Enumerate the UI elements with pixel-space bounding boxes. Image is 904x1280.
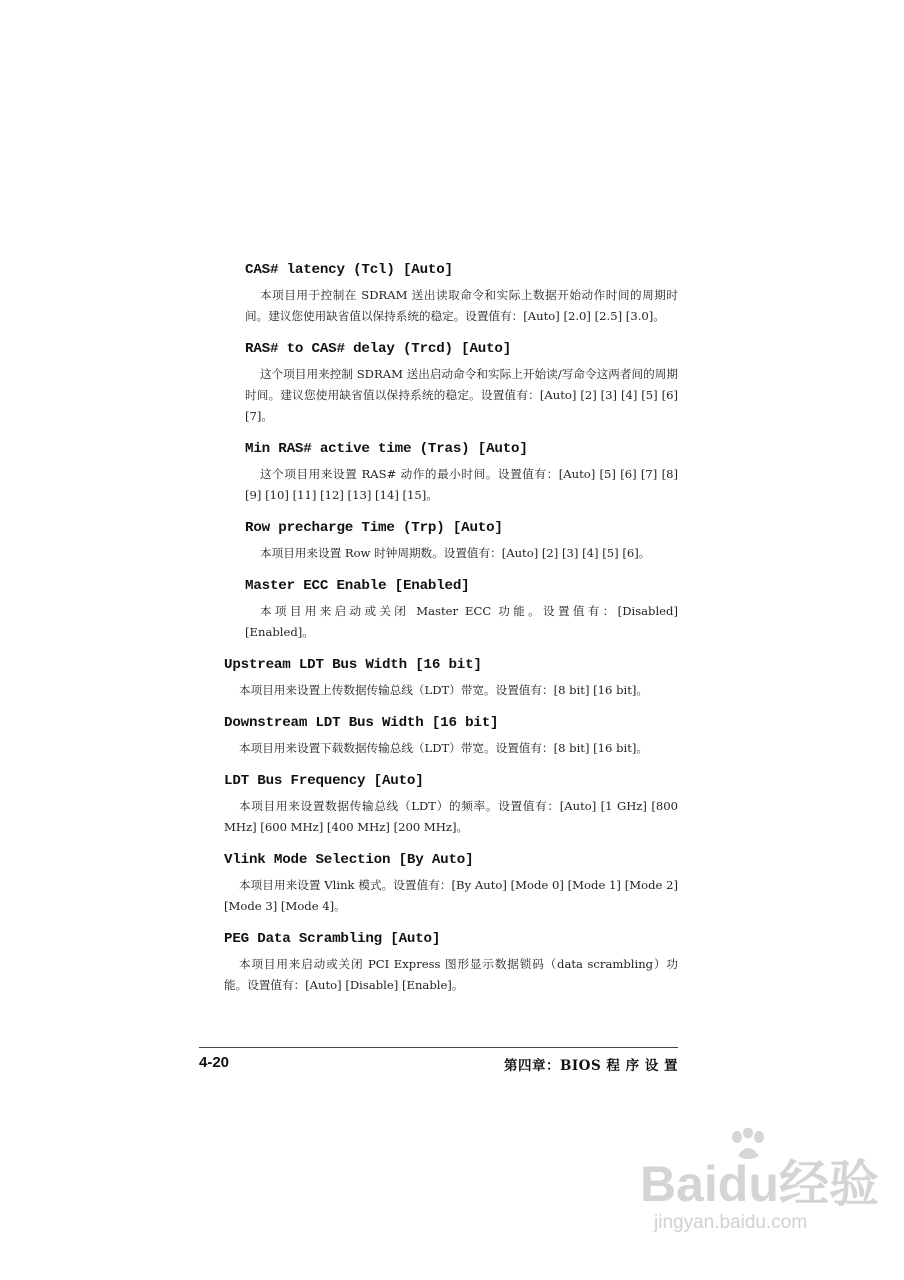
option-description: 本项目用来启动或关闭 PCI Express 图形显示数据锁码（data scrambling）功能。设置值有：[Auto] [Disable] [Enable]。	[224, 957, 678, 992]
bios-option-min-ras-active-time	[224, 436, 678, 506]
option-title: RAS# to CAS# delay (Trcd) [Auto]	[245, 341, 512, 357]
option-description: 本项目用来设置数据传输总线（LDT）的频率。设置值有：[Auto] [1 GHz] [800 MHz] [600 MHz] [400 MHz] [200 MHz]。	[224, 799, 678, 834]
option-title: LDT Bus Frequency [Auto]	[224, 773, 424, 789]
option-description: 这个项目用来控制 SDRAM 送出启动命令和实际上开始读/写命令这两者间的周期时间。建议您使用缺省值以保持系统的稳定。设置值有：[Auto] [2] [3] [4] [5] [6] [7]。	[245, 367, 678, 423]
option-title: Master ECC Enable [Enabled]	[245, 578, 470, 594]
bios-option-ldt-bus-frequency	[224, 768, 678, 838]
option-title: Upstream LDT Bus Width [16 bit]	[224, 657, 482, 673]
chapter-title: 第四章：BIOS 程 序 设 置	[503, 1058, 678, 1074]
option-description: 本项目用来设置 Vlink 模式。设置值有：[By Auto] [Mode 0] [Mode 1] [Mode 2] [Mode 3] [Mode 4]。	[224, 878, 678, 913]
option-title: Row precharge Time (Trp) [Auto]	[245, 520, 503, 536]
bios-option-cas-latency	[224, 257, 678, 327]
bios-option-downstream-ldt-bus-width	[224, 710, 678, 759]
option-title: CAS# latency (Tcl) [Auto]	[245, 262, 453, 278]
bios-option-peg-data-scrambling	[224, 926, 678, 996]
bios-option-vlink-mode-selection	[224, 847, 678, 917]
bios-option-ras-to-cas-delay	[224, 336, 678, 427]
option-title: PEG Data Scrambling [Auto]	[224, 931, 441, 947]
watermark-url: jingyan.baidu.com	[654, 1212, 808, 1233]
bios-option-upstream-ldt-bus-width	[224, 652, 678, 701]
watermark-logo: Baidu经验	[640, 1156, 879, 1212]
document-body	[224, 257, 678, 1005]
option-description: 本项目用来设置下载数据传输总线（LDT）带宽。设置值有：[8 bit] [16 bit]。	[239, 741, 649, 755]
baidu-jingyan-watermark	[640, 1140, 880, 1260]
option-description: 本项目用来设置 Row 时钟周期数。设置值有：[Auto] [2] [3] [4] [5] [6]。	[260, 546, 651, 560]
option-description: 本项目用来启动或关闭 Master ECC 功能。设置值有：[Disabled] [Enabled]。	[245, 604, 678, 639]
option-description: 本项目用于控制在 SDRAM 送出读取命令和实际上数据开始动作时间的周期时间。建议您使用缺省值以保持系统的稳定。设置值有：[Auto] [2.0] [2.5] [3.0]。	[245, 288, 678, 323]
page-number: 4-20	[199, 1054, 230, 1071]
option-description: 这个项目用来设置 RAS# 动作的最小时间。设置值有：[Auto] [5] [6] [7] [8] [9] [10] [11] [12] [13] [14] [15]。	[245, 467, 678, 502]
bios-option-master-ecc-enable	[224, 573, 678, 643]
option-description: 本项目用来设置上传数据传输总线（LDT）带宽。设置值有：[8 bit] [16 bit]。	[239, 683, 649, 697]
option-title: Downstream LDT Bus Width [16 bit]	[224, 715, 499, 731]
footer-divider	[199, 1047, 678, 1048]
bios-option-row-precharge-time	[224, 515, 678, 564]
option-title: Min RAS# active time (Tras) [Auto]	[245, 441, 528, 457]
option-title: Vlink Mode Selection [By Auto]	[224, 852, 474, 868]
